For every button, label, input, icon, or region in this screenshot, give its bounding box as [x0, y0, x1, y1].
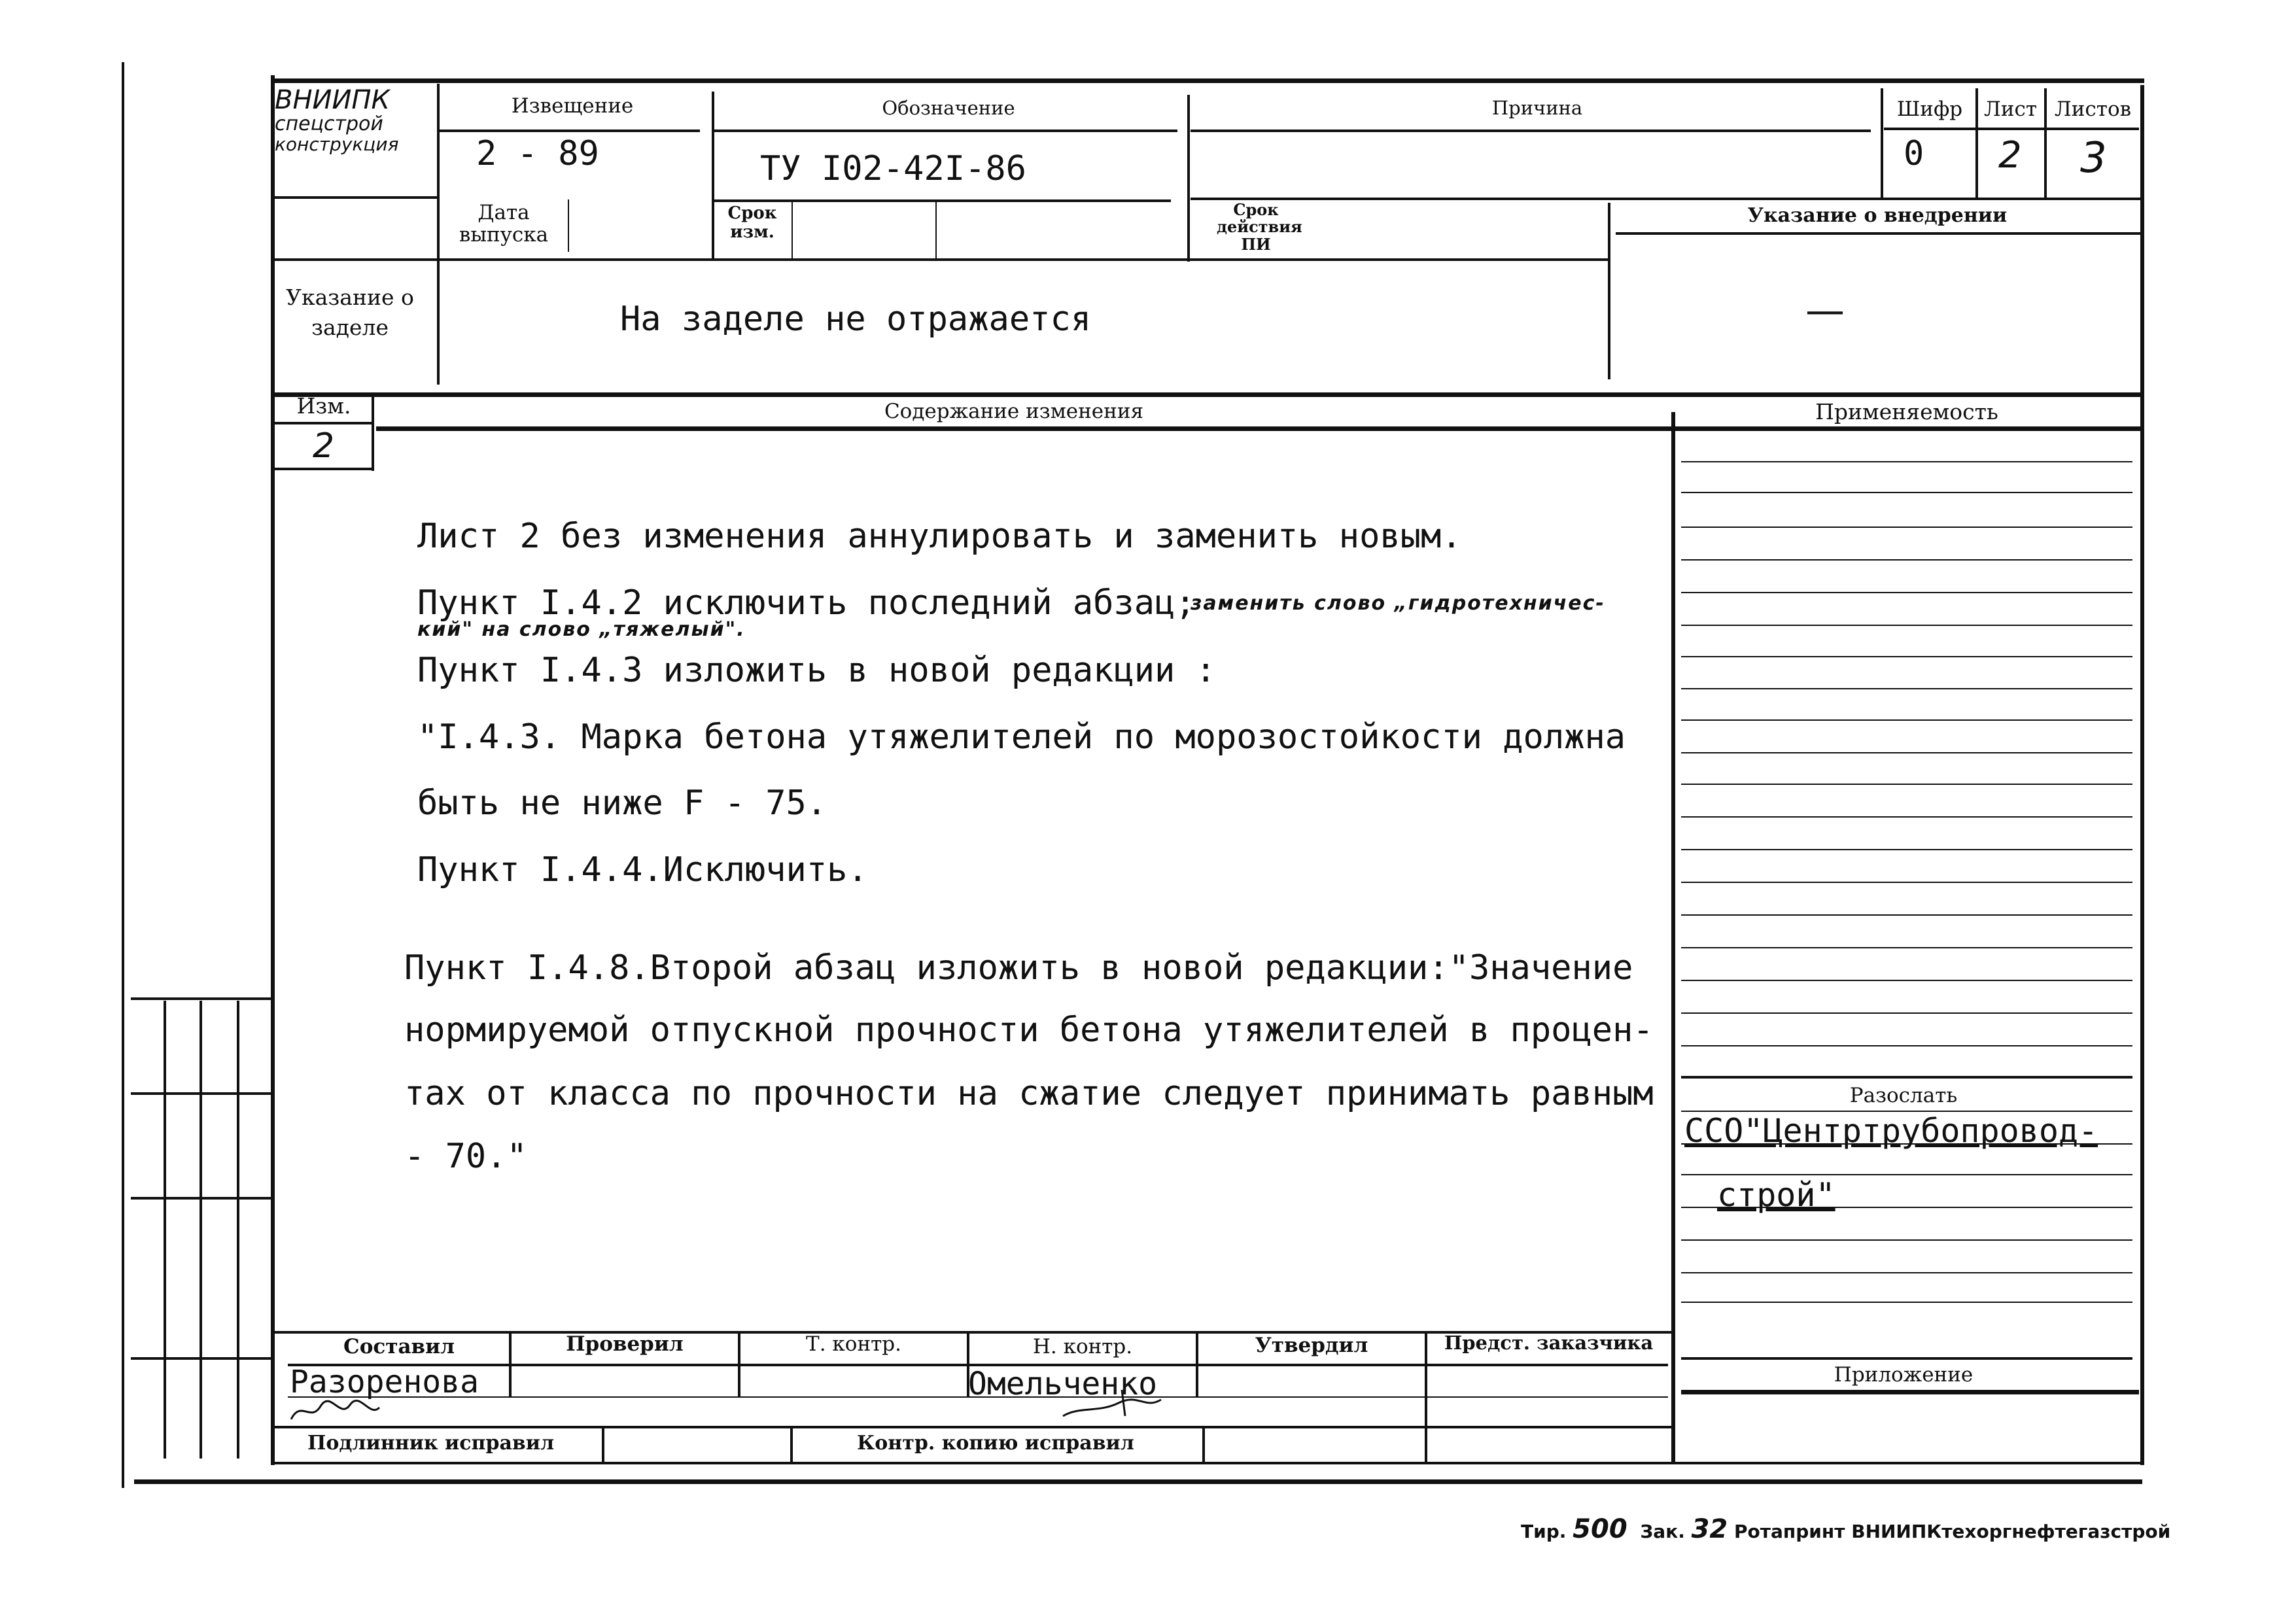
izm-value: 2	[313, 426, 335, 466]
utverdil-label: Утвердил	[1255, 1334, 1368, 1357]
left-grid-col	[200, 1001, 202, 1459]
side-rule	[1681, 849, 2132, 850]
header-row-line	[1191, 130, 1871, 132]
ukazanie-zadele-value: На заделе не отражается	[620, 300, 1092, 339]
content-line-3: Пункт I.4.3 изложить в новой редакции :	[417, 651, 1216, 690]
side-rule	[1681, 914, 2132, 916]
header-divider	[712, 92, 714, 258]
content-line-1: Лист 2 без изменения аннулировать и заменить новым.	[417, 517, 1462, 556]
primenyaemost-label: Применяемость	[1815, 399, 1998, 424]
signature-n-kontr	[1060, 1387, 1164, 1423]
header-row-line	[1191, 198, 2142, 200]
frame-right	[2140, 85, 2144, 1465]
ukazanie-zadele-label: Указание о заделе	[286, 285, 414, 341]
side-rule	[1681, 656, 2132, 657]
n-kontr-label: Н. контр.	[1032, 1335, 1133, 1358]
side-rule	[1681, 461, 2132, 462]
imprint	[1521, 1514, 2170, 1544]
frame-left	[271, 75, 275, 1465]
shifr-label: Шифр	[1896, 97, 1963, 121]
side-rule	[1681, 1272, 2132, 1273]
izm-divider	[372, 392, 374, 471]
footer-divider	[738, 1331, 740, 1396]
izm-label-line	[275, 422, 373, 424]
oboznachenie-label: Обозначение	[882, 97, 1015, 119]
content-line-9: тах от класса по прочности на сжатие следует принимать равным	[404, 1074, 1654, 1113]
izm-label: Изм.	[296, 393, 351, 419]
list-label: Лист	[1983, 97, 2038, 121]
srok-deistviya-label: Срок действия ПИ	[1217, 200, 1302, 254]
prichina-label: Причина	[1491, 97, 1583, 119]
header-row-line	[1616, 232, 2142, 235]
side-rule	[1681, 947, 2132, 948]
header-divider	[1187, 95, 1190, 262]
izveshchenie-label: Извещение	[511, 94, 634, 118]
footer-divider	[1202, 1426, 1205, 1462]
left-grid-col	[237, 1001, 239, 1459]
side-rule-thick	[1681, 1357, 2132, 1360]
handnote-1: заменить слово „гидротехничес-	[1191, 592, 1605, 615]
frame-top	[271, 78, 2144, 83]
prilozhenie-label: Приложение	[1834, 1363, 1974, 1387]
imprint-zak-value: 32	[1691, 1514, 1728, 1544]
signature-sostavil	[288, 1393, 386, 1429]
org-line-2: спецстрой	[275, 112, 383, 135]
side-rule	[1681, 719, 2132, 721]
srok-izm-label: Срок изм.	[727, 203, 777, 242]
oboznachenie-value: ТУ I02-42I-86	[760, 149, 1026, 188]
side-rule	[1681, 752, 2132, 753]
imprint-tir-label: Тир.	[1521, 1521, 1567, 1542]
kontr-kopiyu-label: Контр. копию исправил	[857, 1432, 1134, 1455]
sostavil-label: Составил	[343, 1335, 455, 1358]
content-line-10: - 70."	[404, 1137, 527, 1176]
sostavil-name: Разоренова	[290, 1364, 479, 1400]
side-rule	[1681, 1012, 2132, 1014]
razoslat-label: Разослать	[1849, 1084, 1958, 1107]
header-divider	[568, 199, 569, 252]
predst-label: Предст. заказчика	[1444, 1332, 1654, 1354]
frame-bottom	[134, 1479, 2142, 1484]
side-rule-thick	[1681, 1076, 2132, 1079]
left-grid-line	[131, 997, 271, 1000]
content-line-6: Пункт I.4.4.Исключить.	[417, 850, 868, 890]
footer-divider	[602, 1426, 604, 1462]
izm-bottom	[275, 468, 373, 470]
frame-bottom-inner	[271, 1462, 2142, 1464]
content-right-divider	[1671, 412, 1675, 1462]
content-top-line	[275, 392, 2142, 397]
side-rule	[1681, 625, 2132, 626]
side-rule	[1681, 1302, 2132, 1303]
side-rule	[1681, 980, 2132, 981]
content-header-line	[376, 426, 2142, 431]
imprint-tir-value: 500	[1573, 1514, 1627, 1544]
footer-divider	[1425, 1331, 1427, 1462]
razoslat-line-1: ССО"Центртрубопровод-	[1684, 1112, 2098, 1150]
listov-label: Листов	[2054, 97, 2132, 121]
side-rule	[1681, 559, 2132, 561]
content-line-5: быть не ниже F - 75.	[417, 784, 827, 823]
side-rule	[1681, 688, 2132, 689]
data-vypuska-label: Дата выпуска	[459, 201, 549, 247]
header-divider	[935, 199, 937, 258]
footer-divider	[790, 1426, 793, 1462]
content-line-8: нормируемой отпускной прочности бетона утяжелителей в процен-	[404, 1011, 1654, 1050]
header-row-line	[713, 199, 1171, 202]
side-rule-bottom	[1681, 1390, 2139, 1394]
header-row-line	[275, 258, 1609, 261]
t-kontr-label: Т. контр.	[806, 1332, 901, 1356]
header-row-line	[275, 196, 438, 199]
left-margin-line	[122, 62, 124, 1488]
header-row-line	[1884, 128, 2139, 130]
imprint-zak-label: Зак.	[1640, 1521, 1685, 1542]
n-kontr-name: Омельченко	[968, 1366, 1157, 1402]
side-rule	[1681, 1174, 2132, 1175]
content-line-7: Пункт I.4.8.Второй абзац изложить в новой редакции:"Значение	[404, 948, 1633, 988]
listov-value: 3	[2080, 134, 2107, 182]
header-divider	[437, 84, 440, 385]
footer-row-line	[275, 1426, 1671, 1428]
org-line-3: конструкция	[275, 133, 399, 155]
shifr-value: 0	[1904, 134, 1924, 173]
org-line-1: ВНИИПК	[275, 85, 390, 115]
org-stamp	[275, 86, 432, 154]
footer-divider	[509, 1331, 512, 1396]
header-row-line	[438, 130, 700, 132]
podlinnik-label: Подлинник исправил	[307, 1432, 555, 1455]
vnedrenie-value: —	[1805, 288, 1845, 334]
content-line-2: Пункт I.4.2 исключить последний абзац;	[417, 583, 1196, 623]
ukazanie-vnedrenii-label: Указание о внедрении	[1747, 204, 2008, 227]
content-line-4: "I.4.3. Марка бетона утяжелителей по морозостойкости должна	[417, 717, 1626, 757]
handnote-2: кий" на слово „тяжелый".	[417, 618, 746, 641]
header-divider	[791, 199, 793, 258]
proveril-label: Проверил	[566, 1332, 684, 1356]
header-row-line	[713, 130, 1177, 132]
side-rule	[1681, 527, 2132, 528]
izveshchenie-value: 2 - 89	[476, 134, 599, 173]
list-value: 2	[1998, 134, 2022, 177]
razoslat-line-2: строй"	[1717, 1176, 1835, 1214]
header-divider	[1608, 203, 1610, 379]
side-rule	[1681, 492, 2132, 493]
imprint-text: Ротапринт ВНИИПКтехоргнефтегазстрой	[1734, 1521, 2171, 1542]
side-rule	[1681, 1239, 2132, 1241]
side-rule	[1681, 816, 2132, 818]
soderzhanie-label: Содержание изменения	[884, 400, 1144, 423]
footer-divider	[1196, 1331, 1198, 1396]
side-rule	[1681, 592, 2132, 593]
left-grid-col	[164, 1001, 166, 1459]
side-rule	[1681, 882, 2132, 883]
header-divider	[1881, 88, 1883, 199]
side-rule	[1681, 1045, 2132, 1046]
side-rule	[1681, 784, 2132, 785]
